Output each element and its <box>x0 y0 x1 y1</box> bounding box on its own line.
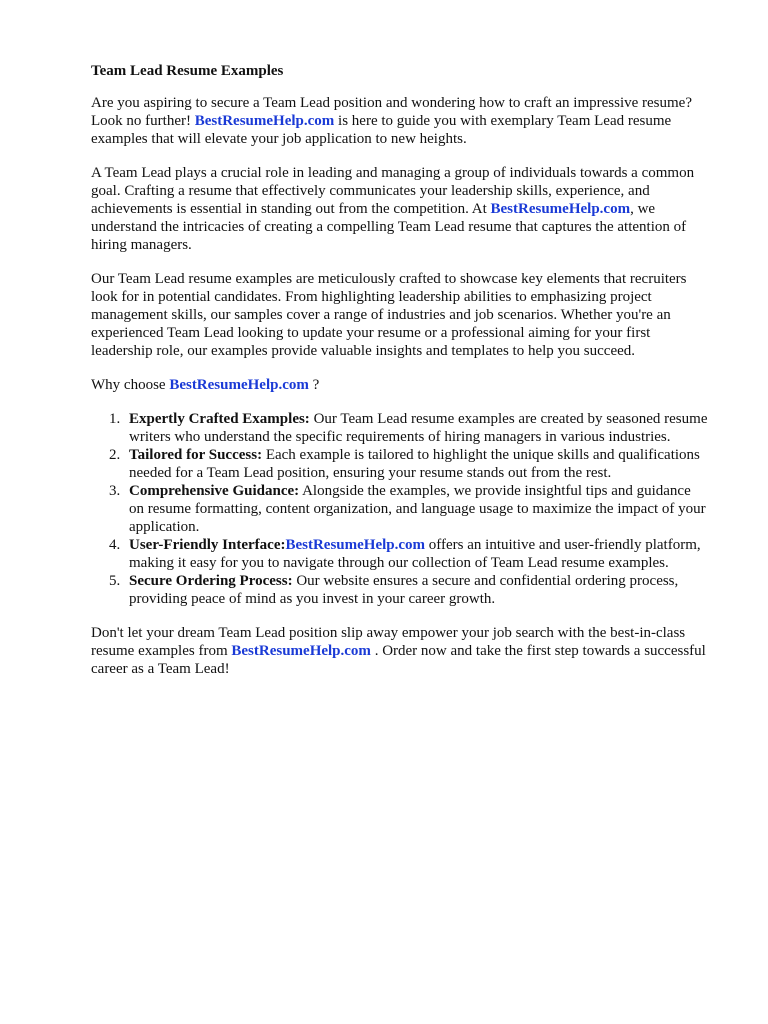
examples-paragraph: Our Team Lead resume examples are meticulously crafted to showcase key elements that recruiters look for in potential candidates. From highlighting leadership abilities to emphasizing project management skills, our samples cover a range of industries and job scenarios. Whether you're an experienced Team Lead looking to update your resume or a professional aiming for your first leadership role, our examples provide valuable insights and templates to help you succeed. <box>91 271 687 359</box>
list-item-text: offers an intuitive and user-friendly platform, making it easy for you to navigate through our collection of Team Lead resume examples. <box>129 537 701 571</box>
list-item-title: Comprehensive Guidance: <box>129 483 300 499</box>
intro-text-after: is here to guide you with exemplary Team Lead resume examples that will elevate your job application to new heights. <box>91 113 672 147</box>
list-item-number: 2. <box>109 447 121 463</box>
list-item <box>109 482 708 536</box>
document-title: Team Lead Resume Examples <box>91 63 284 79</box>
why-text-after: ? <box>308 377 320 393</box>
closing-text-before: Don't let your dream Team Lead position slip away empower your job search with the best-in-class resume examples from <box>91 625 686 659</box>
list-item <box>109 446 708 482</box>
intro-text-before: Are you aspiring to secure a Team Lead position and wondering how to craft an impressive resume? Look no further! <box>91 95 692 129</box>
intro-paragraph <box>91 94 708 148</box>
closing-paragraph <box>91 624 708 678</box>
list-item <box>109 572 708 608</box>
closing-text-after: . Order now and take the first step towards a successful career as a Team Lead! <box>91 643 706 677</box>
site-link[interactable]: BestResumeHelp.com <box>169 377 309 393</box>
list-item-number: 4. <box>109 537 121 553</box>
list-item-number: 5. <box>109 573 121 589</box>
why-choose-paragraph <box>91 376 708 394</box>
list-item-title: User-Friendly Interface: <box>129 537 286 553</box>
list-item-title: Expertly Crafted Examples: <box>129 411 310 427</box>
list-item-title: Secure Ordering Process: <box>129 573 293 589</box>
reasons-list <box>91 410 708 608</box>
site-link[interactable]: BestResumeHelp.com <box>231 643 371 659</box>
list-item-title: Tailored for Success: <box>129 447 263 463</box>
list-item-text: Each example is tailored to highlight the unique skills and qualifications needed for a Team Lead position, ensuring your resume stands out from the rest. <box>129 447 700 481</box>
site-link[interactable]: BestResumeHelp.com <box>194 113 335 129</box>
site-link[interactable]: BestResumeHelp.com <box>490 201 631 217</box>
role-text-after: , we understand the intricacies of creating a compelling Team Lead resume that captures the attention of hiring managers. <box>91 201 687 253</box>
list-item <box>109 536 708 572</box>
why-text-before: Why choose <box>91 377 170 393</box>
list-item <box>109 410 708 446</box>
list-item-text: Our Team Lead resume examples are created by seasoned resume writers who understand the specific requirements of hiring managers in various industries. <box>129 411 708 445</box>
list-item-text: Alongside the examples, we provide insightful tips and guidance on resume formatting, content organization, and language usage to maximize the impact of your application. <box>129 483 706 535</box>
list-item-number: 3. <box>109 483 121 499</box>
role-paragraph <box>91 164 708 254</box>
list-item-text: Our website ensures a secure and confidential ordering process, providing peace of mind as you invest in your career growth. <box>129 573 679 607</box>
list-item-number: 1. <box>109 411 121 427</box>
site-link[interactable]: BestResumeHelp.com <box>285 537 426 553</box>
role-text-before: A Team Lead plays a crucial role in leading and managing a group of individuals towards a common goal. Crafting a resume that effectively communicates your leadership skills, experience, and achievements is essential in standing out from the competition. At <box>91 165 695 217</box>
